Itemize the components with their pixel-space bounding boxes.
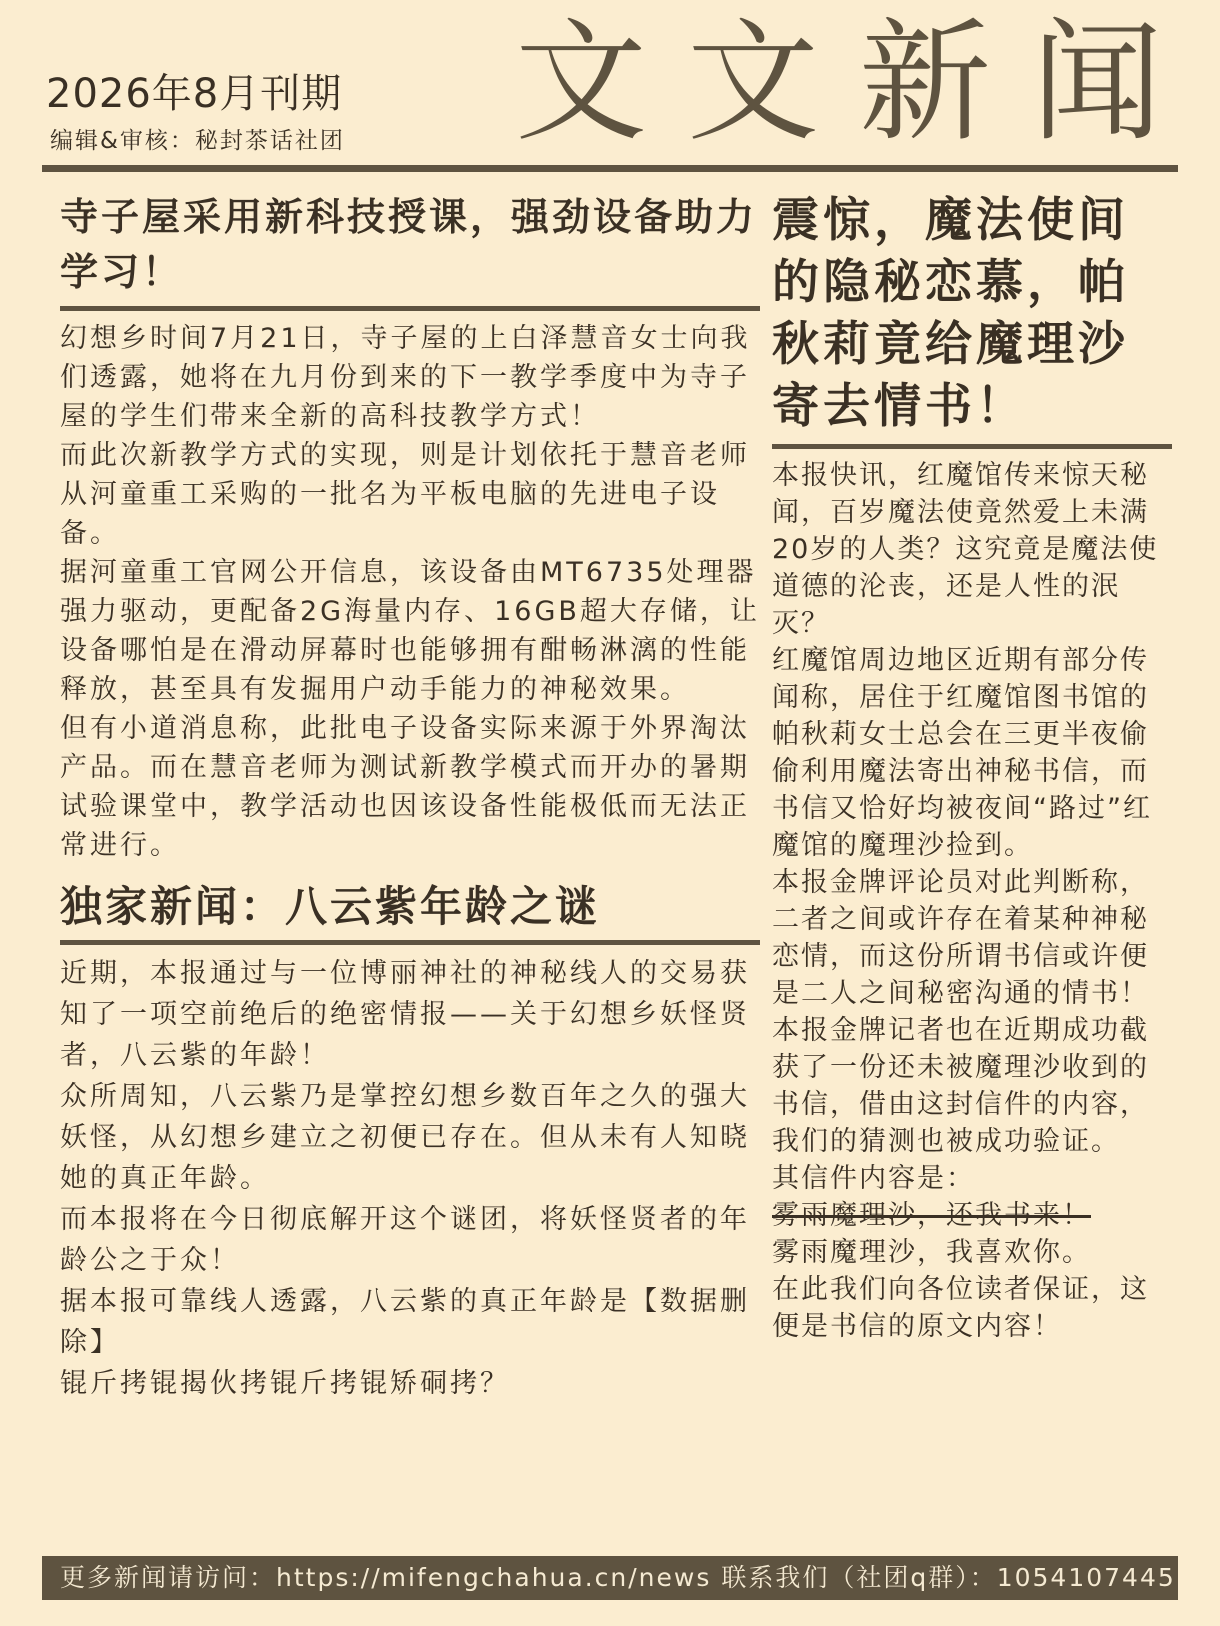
headline-rule xyxy=(60,306,760,311)
article-patchouli-letter xyxy=(772,190,1172,1345)
article-headline: 震惊，魔法使间的隐秘恋慕，帕秋莉竟给魔理沙寄去情书！ xyxy=(772,193,1129,434)
article-headline: 寺子屋采用新科技授课，强劲设备助力学习！ xyxy=(60,195,758,294)
article-paragraph: 众所周知，八云紫乃是掌控幻想乡数百年之久的强大妖怪，从幻想乡建立之初便已存在。但从未有人知晓她的真正年龄。 xyxy=(60,1081,750,1194)
article-terakoya xyxy=(60,190,760,865)
left-column xyxy=(60,190,760,1404)
letter-line: 雾雨魔理沙，我喜欢你。 xyxy=(772,1237,1091,1268)
masthead-rule xyxy=(42,165,1178,172)
article-paragraph: 而本报将在今日彻底解开这个谜团，将妖怪贤者的年龄公之于众！ xyxy=(60,1204,750,1276)
issue-date: 2026年8月刊期 xyxy=(46,71,343,117)
footer-bar xyxy=(42,1556,1178,1600)
article-paragraph: 而此次新教学方式的实现，则是计划依托于慧音老师从河童重工采购的一批名为平板电脑的先进电子设备。 xyxy=(60,440,750,549)
footer-text: 更多新闻请访问：https://mifengchahua.cn/news 联系我们（社团q群）：1054107445 xyxy=(60,1563,1176,1592)
article-paragraph: 本报金牌评论员对此判断称，二者之间或许存在着某种神秘恋情，而这份所谓书信或许便是二人之间秘密沟通的情书！ xyxy=(772,867,1149,1009)
headline-rule xyxy=(60,940,760,945)
article-headline: 独家新闻：八云紫年龄之谜 xyxy=(60,882,601,931)
article-paragraph: 其信件内容是： xyxy=(772,1163,975,1194)
right-column xyxy=(772,190,1172,1345)
headline-rule xyxy=(772,444,1172,449)
editor-credit: 编辑&审核：秘封茶话社团 xyxy=(50,128,345,154)
article-paragraph: 幻想乡时间7月21日，寺子屋的上白泽慧音女士向我们透露，她将在九月份到来的下一教学季度中为寺子屋的学生们带来全新的高科技教学方式！ xyxy=(60,323,751,432)
article-paragraph: 红魔馆周边地区近期有部分传闻称，居住于红魔馆图书馆的帕秋莉女士总会在三更半夜偷偷利用魔法寄出神秘书信，而书信又恰好均被夜间“路过”红魔馆的魔理沙捡到。 xyxy=(772,645,1152,861)
garbled-text: 锟斤拷锟揭伙拷锟斤拷锟矫硐拷？ xyxy=(60,1368,510,1399)
article-paragraph: 在此我们向各位读者保证，这便是书信的原文内容！ xyxy=(772,1274,1149,1342)
article-paragraph: 本报金牌记者也在近期成功截获了一份还未被魔理沙收到的书信，借由这封信件的内容，我们的猜测也被成功验证。 xyxy=(772,1015,1149,1157)
article-paragraph: 但有小道消息称，此批电子设备实际来源于外界淘汰产品。而在慧音老师为测试新教学模式而开办的暑期试验课堂中，教学活动也因该设备性能极低而无法正常进行。 xyxy=(60,713,750,861)
masthead xyxy=(0,0,1220,175)
struck-letter-line: 雾雨魔理沙，还我书来！ xyxy=(772,1200,1091,1231)
article-paragraph: 据河童重工官网公开信息，该设备由MT6735处理器强力驱动，更配备2G海量内存、16GB超大存储，让设备哪怕是在滑动屏幕时也能够拥有酣畅淋漓的性能释放，甚至具有发掘用户动手能力的神秘效果。 xyxy=(60,557,760,705)
article-yukari-age xyxy=(60,879,760,1404)
article-paragraph: 本报快讯，红魔馆传来惊天秘闻，百岁魔法使竟然爱上未满20岁的人类？这究竟是魔法使道德的沦丧，还是人性的泯灭？ xyxy=(772,460,1159,639)
article-paragraph: 近期，本报通过与一位博丽神社的神秘线人的交易获知了一项空前绝后的绝密情报——关于幻想乡妖怪贤者，八云紫的年龄！ xyxy=(60,958,750,1071)
article-paragraph: 据本报可靠线人透露，八云紫的真正年龄是【数据删除】 xyxy=(60,1286,750,1358)
newspaper-title: 文文新闻 xyxy=(515,6,1203,160)
